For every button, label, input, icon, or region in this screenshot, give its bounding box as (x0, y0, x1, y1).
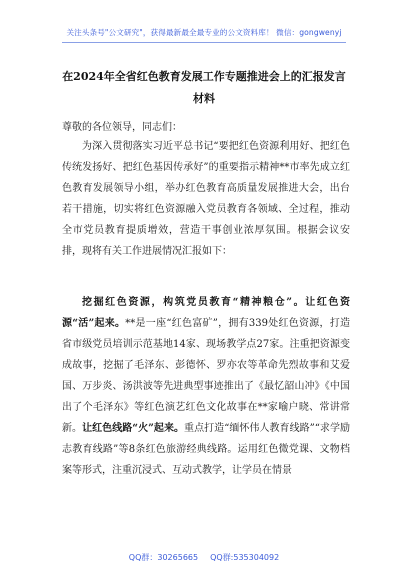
section1-subheading: 让红色线路“火”起来。 (82, 423, 185, 434)
footer-qq-group-1: QQ群：30265665 (128, 553, 199, 562)
section1-text: **是一座“红色富矿”，拥有339处红色资源，打造省市级党员培训示范基地14家、现场教学点27家。注重把资源变成故事，挖掘了毛泽东、彭德怀、罗亦农等革命先烈故事和艾爱国、万步炎、汤洪波等先进典型事迹推出了《最忆韶山冲》《中国出了个毛泽东》等红色演艺红色文化故事在**家喻户晓、常讲常新。 (62, 318, 350, 434)
greeting: 尊敬的各位领导，同志们： (62, 122, 182, 133)
section1-heading: 挖掘红色资源，构筑党员教育“精神粮仓”。让红色资源“活”起来。 (62, 297, 350, 329)
header-promo-note: 关注头条号"公文研究"，获得最新最全最专业的公文资料库！ 微信：gongwenyj (66, 28, 342, 37)
document-title-line1: 在2024年全省红色教育发展工作专题推进会上的汇报发言 (62, 70, 346, 83)
footer-qq-group-2: QQ群:535304092 (210, 553, 280, 562)
document-title-line2: 材料 (193, 92, 215, 105)
footer-contacts (0, 552, 408, 563)
paragraph-intro: 为深入贯彻落实习近平总书记“要把红色资源利用好、把红色传统发扬好、把红色基因传承好”的重要指示精神**市率先成立红色教育发展领导小组，举办红色教育高质量发展推进大会，出台若干措施，切实将红色资源融入党员教育各领域、全过程，推动全市党员教育提质增效，营造干事创业浓厚氛围。根据会议安排，现将有关工作进展情况汇报如下： (62, 141, 350, 257)
section1-text-continued: 重点打造“缅怀伟人教育线路”“求学励志教育线路”等8条红色旅游经典线路。运用红色微党课、文物档案等形式，注重沉浸式、互动式教学，让学员在情景 (62, 423, 350, 476)
header-divider (62, 42, 346, 43)
paragraph-section1 (62, 292, 350, 481)
